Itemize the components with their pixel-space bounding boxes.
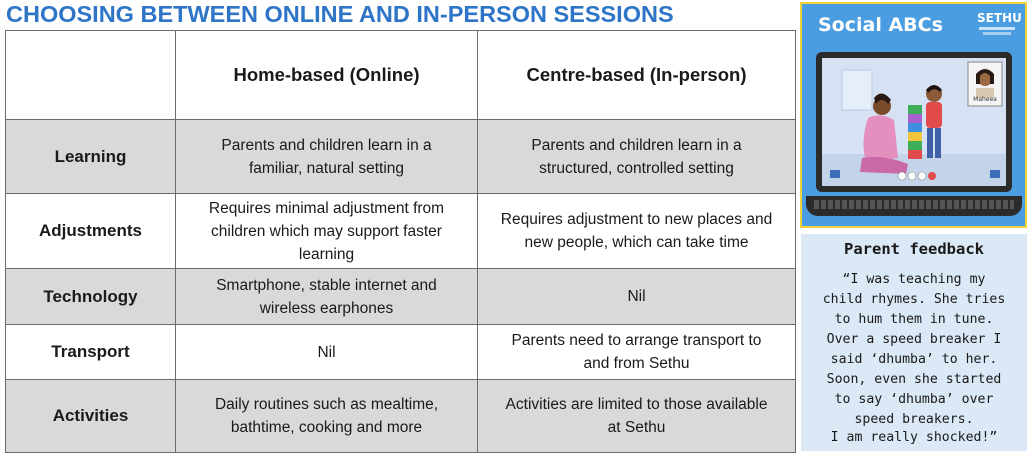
feedback-line: speed breakers.	[854, 412, 974, 427]
cell-line: new people, which can take time	[524, 234, 749, 251]
cell-line: Requires minimal adjustment from	[208, 199, 445, 217]
header-empty-cell	[6, 31, 176, 120]
cell-line: Nil	[317, 343, 336, 361]
cell-line: at Sethu	[607, 419, 666, 436]
cell-line: Parents and children learn in a	[221, 136, 432, 154]
social-abcs-illustration	[800, 2, 1027, 228]
feedback-line: to say ‘dhumba’ over	[834, 392, 994, 407]
cell-line: Daily routines such as mealtime,	[214, 396, 439, 413]
logo-text: SETHU	[977, 11, 1022, 25]
header-online: Home-based (Online)	[176, 31, 478, 120]
table-header-row	[6, 31, 796, 120]
row-label: Activities	[6, 380, 176, 453]
cell-line: learning	[298, 245, 355, 263]
cell-line: Activities are limited to those available	[505, 396, 768, 413]
cell-online	[176, 380, 478, 453]
cell-line: bathtime, cooking and more	[230, 419, 423, 436]
cell-line: familiar, natural setting	[248, 159, 405, 177]
illustration-title: Social ABCs	[818, 14, 943, 36]
sethu-logo	[977, 11, 1022, 38]
cell-online	[176, 325, 478, 380]
logo-subtitle-bar	[979, 27, 1015, 30]
cell-inperson	[478, 194, 796, 269]
cell-line: Smartphone, stable internet and	[216, 276, 437, 294]
cell-line: Requires adjustment to new places and	[500, 211, 773, 228]
comparison-table	[5, 30, 796, 453]
cell-line: structured, controlled setting	[539, 159, 734, 177]
cell-online	[176, 269, 478, 325]
cell-line: Parents and children learn in a	[531, 136, 742, 154]
feedback-line: child rhymes. She tries	[822, 292, 1006, 307]
video-call-svg	[822, 58, 1006, 186]
feedback-line: said ‘dhumba’ to her.	[830, 352, 998, 367]
table-row-adjustments	[6, 194, 796, 269]
cell-line: Parents need to arrange transport to	[511, 332, 762, 349]
feedback-line: to hum them in tune.	[834, 312, 994, 327]
video-tile-name: Maheea	[973, 96, 997, 103]
laptop-keyboard	[806, 196, 1022, 216]
laptop-screen	[816, 52, 1012, 192]
feedback-line: I am really shocked!”	[830, 430, 998, 445]
parent-feedback-box	[801, 234, 1027, 451]
feedback-line: “I was teaching my	[842, 272, 986, 287]
row-label: Transport	[6, 325, 176, 380]
cell-line: Nil	[627, 288, 646, 305]
table-row-transport	[6, 325, 796, 380]
cell-line: wireless earphones	[259, 299, 394, 317]
cell-line: and from Sethu	[583, 355, 690, 372]
cell-inperson	[478, 269, 796, 325]
table-row-learning	[6, 120, 796, 194]
cell-inperson	[478, 120, 796, 194]
cell-line: children which may support faster	[211, 222, 442, 240]
row-label: Learning	[6, 120, 176, 194]
video-call-scene	[822, 58, 1006, 186]
feedback-line: Soon, even she started	[826, 372, 1002, 387]
row-label: Technology	[6, 269, 176, 325]
table-row-technology	[6, 269, 796, 325]
cell-inperson	[478, 325, 796, 380]
cell-online	[176, 194, 478, 269]
logo-subtitle-bar	[983, 32, 1011, 35]
cell-inperson	[478, 380, 796, 453]
feedback-line: Over a speed breaker I	[826, 332, 1002, 347]
header-inperson: Centre-based (In-person)	[478, 31, 796, 120]
feedback-title: Parent feedback	[844, 240, 984, 258]
row-label: Adjustments	[6, 194, 176, 269]
page-title: CHOOSING BETWEEN ONLINE AND IN-PERSON SESSIONS	[6, 1, 674, 27]
cell-online	[176, 120, 478, 194]
table-row-activities	[6, 380, 796, 453]
